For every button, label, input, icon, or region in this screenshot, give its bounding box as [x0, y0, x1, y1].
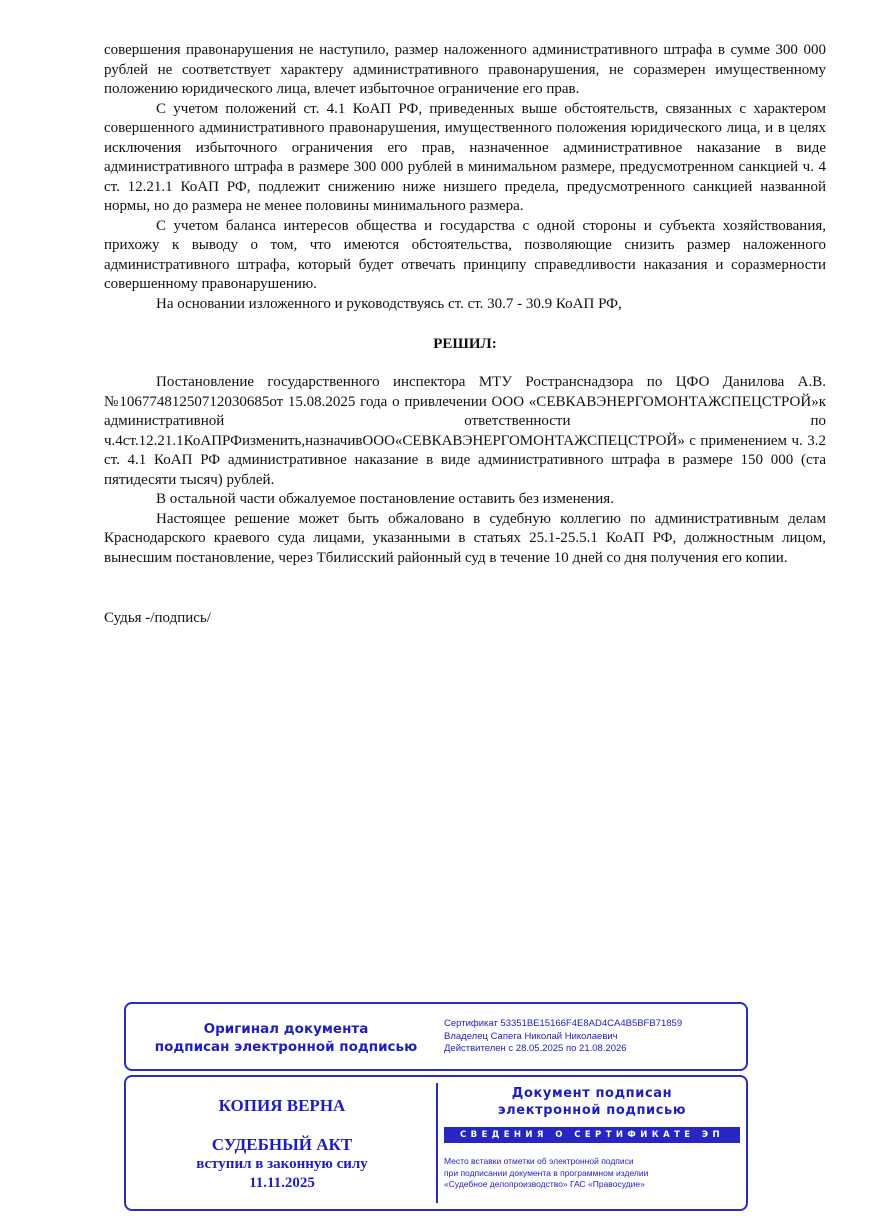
- paragraph: совершения правонарушения не наступило, размер наложенного административного штрафа в сумме 300 000 рублей не соответствует характеру административного правонарушения, не соразмерен имущественному положению юридического лица, влечет избыточное ограничение его прав.: [104, 42, 826, 97]
- in-force-label: вступил в законную силу: [196, 1156, 368, 1172]
- e-signature-block: [444, 1085, 740, 1191]
- certificate-owner: Владелец Сапега Николай Николаевич: [444, 1030, 618, 1042]
- e-signature-title-line1: Документ подписан: [511, 1086, 673, 1101]
- original-signature-stamp: [124, 1002, 748, 1071]
- signature-placement-note: [444, 1156, 740, 1191]
- paragraph: Настоящее решение может быть обжаловано в судебную коллегию по административным делам Краснодарского краевого суда лицами, указанными в статьях 25.1-25.5.1 КоАП РФ, должностным лицом, вынесшим постановление, через Тбилисский районный суд в течение 10 дней со дня получения его копии.: [104, 510, 826, 566]
- certificate-validity: Действителен с 28.05.2025 по 21.08.2026: [444, 1043, 627, 1054]
- original-stamp-line1: Оригинал документа: [203, 1021, 369, 1037]
- body-text-top: [104, 41, 826, 314]
- court-act-block: [134, 1095, 430, 1193]
- paragraph: С учетом баланса интересов общества и государства с одной стороны и субъекта хозяйствования, прихожу к выводу о том, что имеются обстоятельства, позволяющие снизить размер наложенного административного штрафа, который будет отвечать принципу справедливости наказания и соразмерности совершенному правонарушению.: [104, 217, 826, 292]
- copy-true-stamp: [124, 1075, 748, 1211]
- note-line2: при подписании документа в программном изделии: [444, 1167, 649, 1178]
- body-text-bottom: [104, 373, 826, 568]
- decision-heading: РЕШИЛ:: [433, 336, 497, 352]
- original-stamp-title: [136, 1020, 436, 1056]
- certificate-number: Сертификат 53351BE15166F4E8AD4CA4B5BFB71859: [444, 1018, 683, 1029]
- copy-true-label: КОПИЯ ВЕРНА: [218, 1096, 346, 1115]
- court-act-label: СУДЕБНЫЙ АКТ: [211, 1135, 353, 1154]
- original-stamp-line2: подписан электронной подписью: [154, 1039, 418, 1055]
- note-line1: Место вставки отметки об электронной подписи: [444, 1156, 634, 1166]
- e-signature-title-line2: электронной подписью: [497, 1103, 687, 1118]
- paragraph: Постановление государственного инспектора МТУ Ространснадзора по ЦФО Данилова А.В. №10677481250712030685от 15.08.2025 года о привлечении ООО «СЕВКАВЭНЕРГОМОНТАЖСПЕЦСТРОЙ»к административной ответственности по ч.4ст.12.21.1КоАПРФизменить,назначивООО«СЕВКАВЭНЕРГОМОНТАЖСПЕЦСТРОЙ» с применением ч. 3.2 ст. 4.1 КоАП РФ административное наказание в виде административного штрафа в размере 150 000 (ста пятидесяти тысяч) рублей.: [104, 374, 826, 488]
- judge-signature-line: Судья -/подпись/: [104, 610, 211, 626]
- certificate-details-bar: СВЕДЕНИЯ О СЕРТИФИКАТЕ ЭП: [444, 1127, 740, 1143]
- note-line3: «Судебное делопроизводство» ГАС «Правосудие»: [444, 1179, 645, 1189]
- e-signature-title: [444, 1085, 740, 1119]
- in-force-date: 11.11.2025: [249, 1175, 315, 1191]
- paragraph: В остальной части обжалуемое постановление оставить без изменения.: [156, 491, 614, 507]
- certificate-info: [444, 1018, 682, 1056]
- paragraph: С учетом положений ст. 4.1 КоАП РФ, приведенных выше обстоятельств, связанных с характером совершенного административного правонарушения, имущественного положения юридического лица, и в целях исключения избыточного ограничения его прав, назначенное административное наказание в виде административного штрафа в размере 300 000 рублей в минимальном размере, предусмотренном санкцией ч. 4 ст. 12.21.1 КоАП РФ, подлежит снижению ниже низшего предела, предусмотренного санкцией названной нормы, но до размера не менее половины минимального размера.: [104, 100, 826, 214]
- paragraph: На основании изложенного и руководствуясь ст. ст. 30.7 - 30.9 КоАП РФ,: [156, 295, 622, 312]
- stamp-divider: [436, 1083, 438, 1203]
